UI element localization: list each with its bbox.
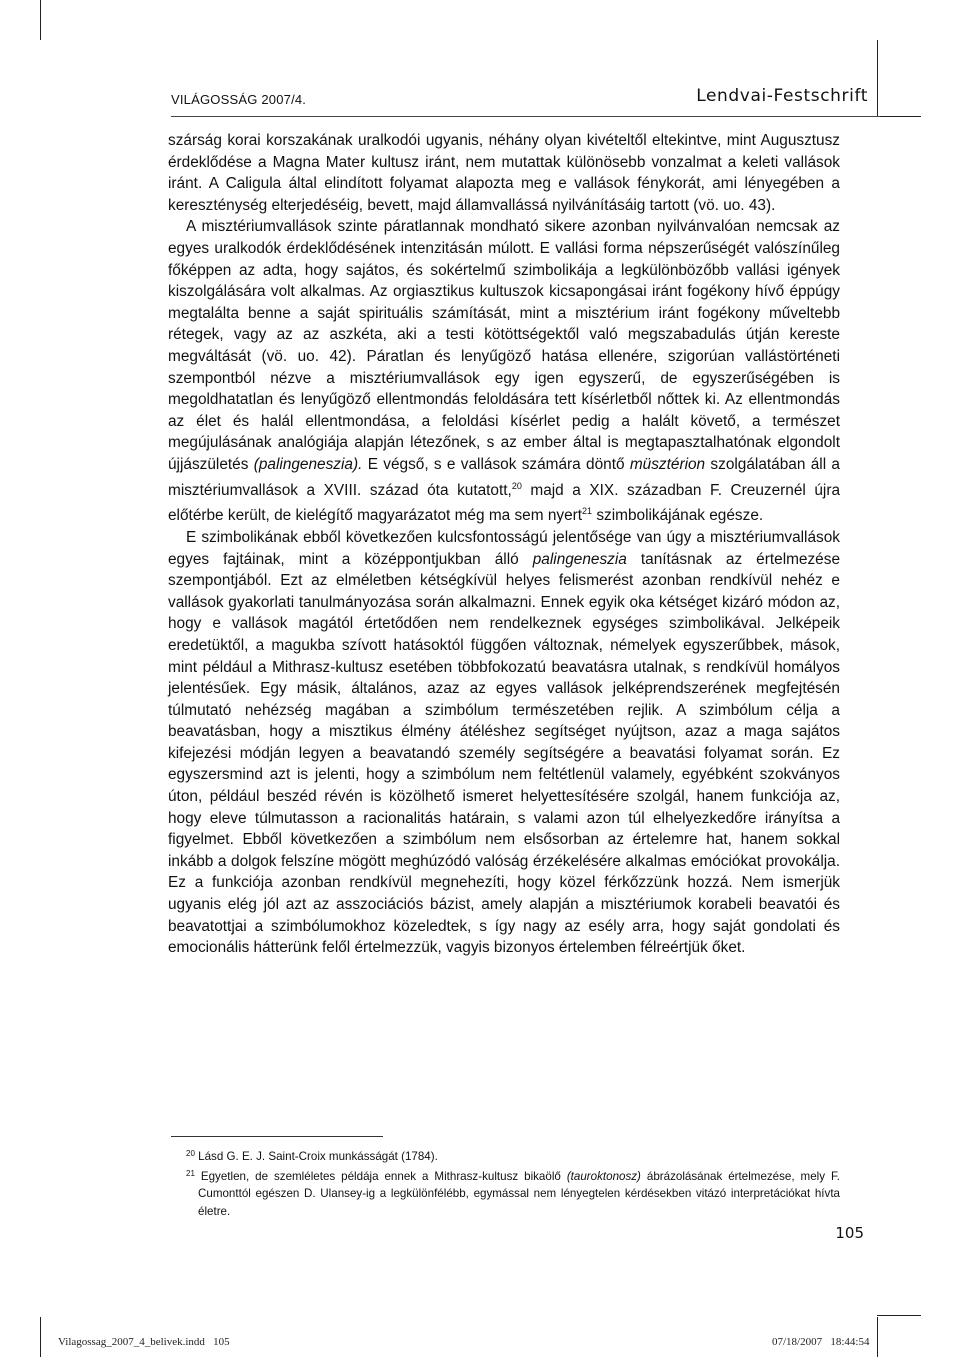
footnote-21-number: 21 [186,1169,195,1179]
footnote-21 [186,1165,840,1220]
running-header-section: Lendvai-Festschrift [696,86,868,106]
footnote-20-number: 20 [186,1149,195,1158]
paragraph-2-italic-2: müsztérion [629,455,706,473]
paragraph-3-text-a: E szimbolikának ebből következően kulcsfontosságú jelentősége van úgy a misztériumvallások egyes fajtáinak, mint a középpontjukban álló [168,528,840,568]
paragraph-2-text-b: E végső, s e vallások számára döntő [362,455,630,473]
paragraph-2-italic-1: (palingeneszia). [253,455,363,473]
footnote-20 [186,1145,840,1165]
paragraph-2-text-d: majd a XIX. században F. Creuzernél újra előtérbe került, de kielégítő magyarázatot még ma sem nyert [168,481,841,525]
footnote-ref-20[interactable]: 20 [511,480,522,491]
crop-mark-top-right [877,40,878,116]
crop-mark-right-tick [877,116,921,117]
paragraph-2-text-a: A misztériumvallások szinte páratlannak mondható sikere azonban nyilvánvalóan nemcsak az egyes uralkodók érdeklődésének intenzitásán múlott. E vallási forma népszerűségét valószínűleg főképpen az adta, hogy sajátos, és sokértelmű szimbolikája a legkülönbözőbb vallási igények kiszolgálására volt alkalmas. Az orgiasztikus kultuszok kicsapongásai iránt fogékony hívő éppúgy megtalálta benne a saját spirituális számítását, mint a misztérium iránt fogékony műveltebb rétegek, vagy az az aszkéta, aki a testi kötöttségektől való megszabadulás útján kereste megváltását (vö. uo. 42). Páratlan és lenyűgöző hatása ellenére, szigorúan vallástörténeti szempontból nézve a misztériumvallások egy igen egyszerű, de egyszerűségében is megoldhatatlan és lenyűgöző ellentmondás feloldására tett kísérletből nőttek ki. Az ellentmondás az élet és halál ellentmondása, a feloldási kísérlet pedig a halált követő, a természet megújulásának analógiája alapján létezőnek, s az ember által is megtapasztalhatónak elgondolt újjászületés [168,218,840,473]
footnote-20-text: Lásd G. E. J. Saint-Croix munkásságát (1784). [194,1150,438,1163]
paragraph-2 [168,216,840,527]
slug-filename: Vilagossag_2007_4_belivek.indd 105 [58,1336,230,1348]
crop-mark-right-bottom-tick [877,1315,921,1316]
crop-mark-bottom-right [877,1317,878,1357]
footnotes [186,1145,840,1220]
footnote-21-text-b: ábrázolásának értelmezése, mely F. Cumonttól egészen D. Ulansey-ig a legkülönfélébb, egymással nem lényegtelen kérdésekben vitázó interpretációkat hívta életre. [198,1170,840,1218]
crop-mark-top-left [40,0,41,40]
footnote-ref-21[interactable]: 21 [582,506,593,517]
footnote-21-italic: (tauroktonosz) [566,1170,641,1184]
paragraph-2-text-e: szimbolikájának egésze. [592,507,764,525]
paragraph-1 [168,130,840,216]
crop-mark-bottom-left [40,1317,41,1357]
paragraph-3-text-b: tanításnak az értelmezése szempontjából. Ezt az elméletben kétségkívül helyes felismerést azonban rendkívül nehéz e vallások gyakorlati tanulmányozása során alkalmazni. Ennek egyik oka kétséget kizáró módon az, hogy e vallások magától értetődően nem rendelkeznek egységes szimbolikával. Jelképeik eredetüktől, a magukba szívott hatásoktól függően változnak, némelyek egyszerűbbek, mások, mint például a Mithrasz-kultusz esetében többfokozatú beavatásra utalnak, s rendkívül homályos jelentésűek. Egy másik, általános, azaz az egyes vallások jelképrendszerének megfejtésén túlmutató nehézség magában a szimbólum természetében rejlik. A szimbólum célja a beavatásban, hogy a misztikus élmény átéléshez segítséget nyújtson, azaz a maga sajátos kifejezési módján legyen a beavatandó személy segítségére a beavatási folyamat során. Ez egyszersmind azt is jelenti, hogy a szimbólum nem feltétlenül valamely, egyébként szokványos úton, például beszéd révén is közölhető ismeret helyettesítésére szolgál, hanem funkciója az, hogy eleve túlmutasson a racionalitás határain, s valami azon túl elhelyezkedőre irányítsa a figyelmet. Ebből következően a szimbólum nem elsősorban az értelemre hat, hanem sokkal inkább a dolgok felszíne mögött meghúzódó valóság érzékelésére alkalmas emóciókat provokálja. Ez a funkciója azonban rendkívül megnehezíti, hogy közel férkőzzünk hozzá. Nem ismerjük ugyanis elég jól azt az asszociációs bázist, amely alapján a misztériumok korabeli beavatói és beavatottjai a szimbólumokhoz közeledtek, s így nagy az esély arra, hogy saját gondolati és emocionális hátterünk felől értelmezzük, vagyis bizonyos értelemben félreértjük őket. [168,550,841,957]
page-number: 105 [835,1224,864,1242]
footnote-21-text-a: Egyetlen, de szemléletes példája ennek a Mithrasz-kultusz bikaölő [194,1170,567,1184]
paragraph-2-text-c: szolgálatában áll a misztériumvallások a XVIII. század óta kutatott, [168,455,840,499]
paragraph-1-text: szárság korai korszakának uralkodói ugyanis, néhány olyan kivételtől eltekintve, mint Augusztusz érdeklődése a Magna Mater kultusz iránt, nem mutattak különösebb vonzalmat a keleti vallások iránt. A Caligula által elindított folyamat alapozta meg e vallások fénykorát, ami lényegében a kereszténység elterjedéséig, bevett, majd államvallássá nyilvánításáig tartott (vö. uo. 43). [168,132,840,214]
running-header-journal: VILÁGOSSÁG 2007/4. [171,92,307,107]
paragraph-3 [168,527,840,959]
header-rule [171,116,880,117]
paragraph-3-italic-1: palingeneszia [532,550,627,568]
body-text [168,130,840,959]
slug-timestamp: 07/18/2007 18:44:54 [772,1336,870,1348]
footnote-rule [171,1136,383,1137]
